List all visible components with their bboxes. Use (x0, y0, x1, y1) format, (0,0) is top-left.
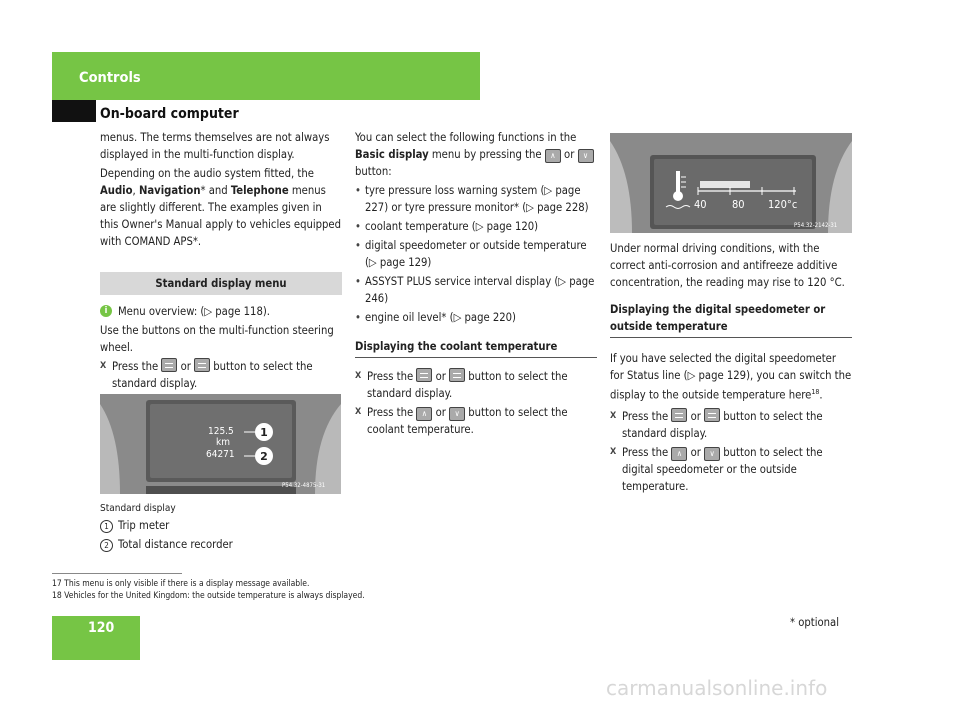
gauge-label-80: 80 (732, 198, 745, 211)
instruction-step: X Press the or button to select the standard display. (355, 368, 597, 402)
up-arrow-button-icon: ∧ (671, 447, 687, 461)
info-line: i Menu overview: (▷ page 118). (100, 303, 342, 320)
page-subtitle: On-board computer (100, 106, 239, 122)
instruction-step: X Press the or button to select the standard display. (610, 408, 852, 442)
figure-caption (100, 500, 342, 553)
footnotes (52, 578, 612, 602)
list-item: • tyre pressure loss warning system (▷ page 227) or tyre pressure monitor* (▷ page 228) (355, 182, 597, 216)
footnote-rule (52, 573, 182, 574)
column-2 (355, 129, 597, 440)
list-item: • engine oil level* (▷ page 220) (355, 309, 597, 326)
column-3 (610, 240, 852, 497)
display-button-icon (161, 358, 177, 372)
display-button-icon (704, 408, 720, 422)
footnote: 18 Vehicles for the United Kingdom: the outside temperature is always displayed. (52, 591, 365, 601)
optional-note: * optional (790, 616, 840, 629)
instruction-step: X Press the ∧ or ∨ button to select the digital speedometer or the outside temperature. (610, 444, 852, 495)
odometer-value: 64271 (206, 449, 235, 460)
page-number-box (52, 616, 140, 660)
page-number: 120 (88, 620, 115, 636)
up-arrow-button-icon: ∧ (416, 407, 432, 421)
section-heading-box: Standard display menu (100, 272, 342, 295)
paragraph: Under normal driving conditions, with the correct anti-corrosion and antifreeze additive concentration, the reading may rise to 120 °C. (610, 242, 845, 289)
standard-display-image (100, 394, 341, 494)
footnote: 17 This menu is only visible if there is a display message available. (52, 579, 310, 589)
instruction-step: X Press the ∧ or ∨ button to select the coolant temperature. (355, 404, 597, 438)
down-arrow-button-icon: ∨ (704, 447, 720, 461)
paragraph: You can select the following functions in the Basic display menu by pressing the ∧ or ∨ button: (355, 129, 597, 180)
caption-item: 1 Trip meter (100, 517, 342, 534)
svg-text:2: 2 (260, 450, 268, 463)
display-button-icon (449, 368, 465, 382)
coolant-gauge-illustration (610, 133, 852, 233)
trip-value: 125.5 (208, 426, 234, 437)
watermark: carmanualsonline.info (606, 676, 828, 700)
image-code: P54.32-2142-31 (794, 222, 838, 229)
caption-item: 2 Total distance recorder (100, 536, 342, 553)
display-button-icon (416, 368, 432, 382)
down-arrow-button-icon: ∨ (449, 407, 465, 421)
svg-text:1: 1 (260, 426, 268, 439)
coolant-temperature-image (610, 133, 852, 233)
list-item: • digital speedometer or outside temperature (▷ page 129) (355, 237, 597, 271)
column-1 (100, 129, 342, 394)
display-button-icon (194, 358, 210, 372)
header-tab (52, 100, 96, 122)
list-item: • coolant temperature (▷ page 120) (355, 218, 597, 235)
subheading: Displaying the coolant temperature (355, 338, 597, 358)
list-item: • ASSYST PLUS service interval display (▷ page 246) (355, 273, 597, 307)
paragraph: Use the buttons on the multi-function steering wheel. (100, 324, 334, 354)
section-title: Controls (79, 70, 141, 86)
paragraph: menus. The terms themselves are not always displayed in the multi-function display. (100, 131, 330, 161)
trip-unit: km (216, 437, 230, 448)
down-arrow-button-icon: ∨ (578, 149, 594, 163)
gauge-label-120: 120°c (768, 198, 798, 211)
caption-title: Standard display (100, 503, 176, 514)
info-icon: i (100, 305, 112, 317)
image-code: P54.32-4875-31 (282, 482, 326, 489)
paragraph: Depending on the audio system fitted, the Audio, Navigation* and Telephone menus are slightly different. The examples given in this Owner's Manual apply to vehicles equipped with COMAND APS*. (100, 167, 342, 248)
paragraph: If you have selected the digital speedometer for Status line (▷ page 129), you can switch the display to the outside temperature here$^{18}$. (610, 352, 852, 402)
subheading: Displaying the digital speedometer or outside temperature (610, 301, 852, 338)
gauge-label-40: 40 (694, 198, 707, 211)
display-button-icon (671, 408, 687, 422)
instruction-step: X Press the or button to select the standard display. (100, 358, 342, 392)
up-arrow-button-icon: ∧ (545, 149, 561, 163)
